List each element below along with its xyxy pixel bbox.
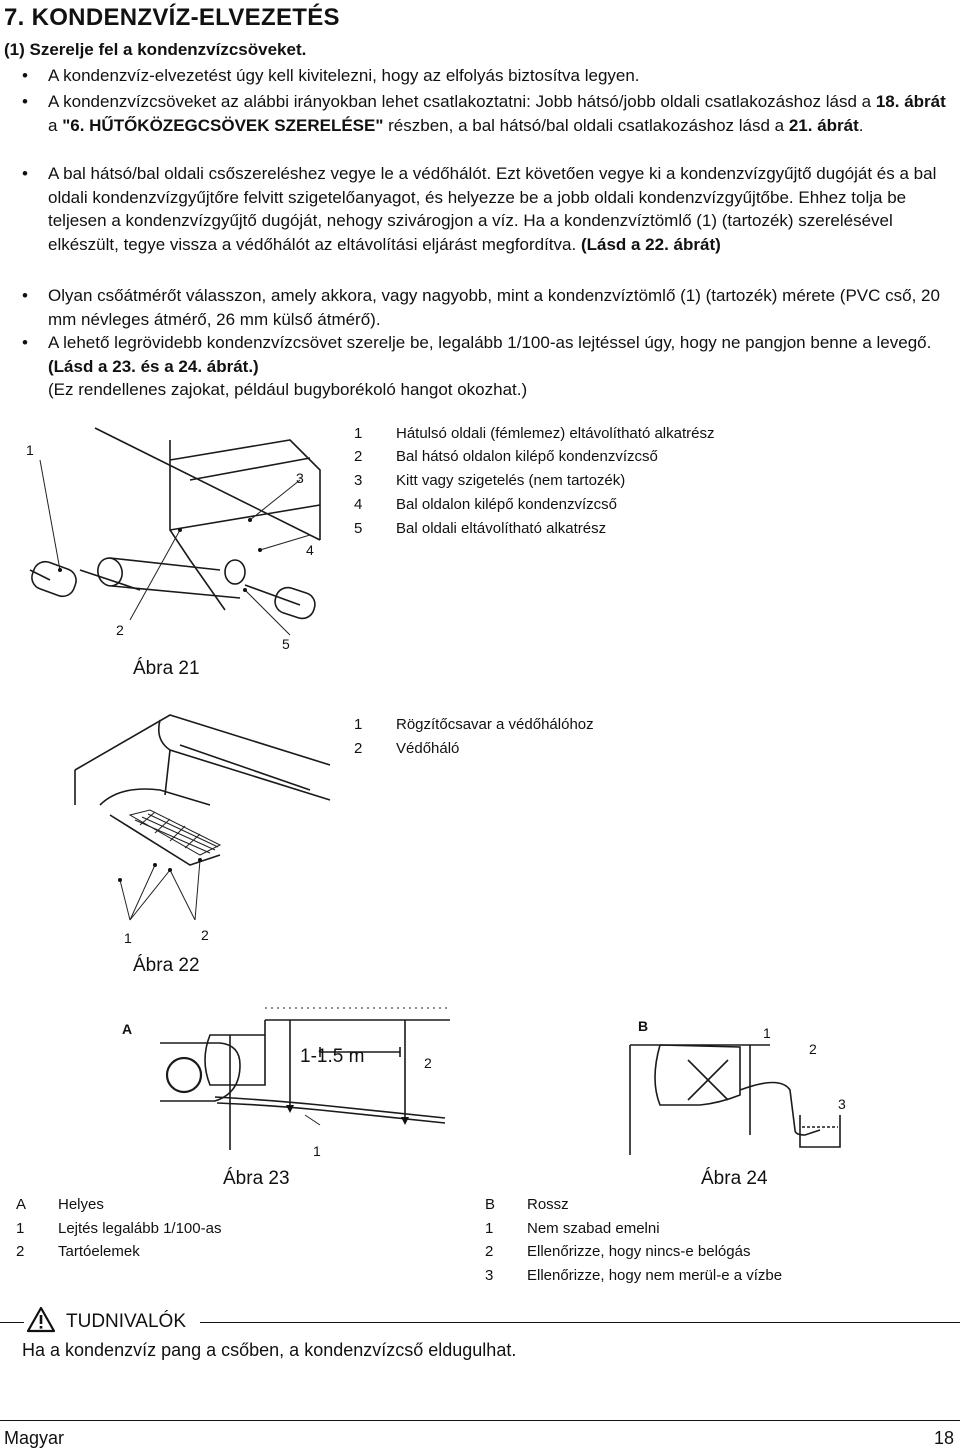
legend-number: 2 [16, 1243, 25, 1260]
callout-label: 2 [424, 1055, 432, 1071]
figure-caption: Ábra 24 [701, 1168, 768, 1189]
legend-number: 1 [354, 716, 363, 733]
figure-reference: 18. ábrát [875, 92, 946, 111]
callout-label: 3 [296, 470, 304, 486]
figure-22-illustration [60, 705, 350, 930]
bullet-text: A kondenzvíz-elvezetést úgy kell kivitelezni, hogy az elfolyás biztosítva legyen. [48, 66, 640, 85]
figure-23-legend [16, 1196, 416, 1271]
legend-number: 3 [485, 1267, 494, 1284]
figure-reference: (Lásd a 23. és a 24. ábrát.) [48, 356, 259, 376]
legend-text: Lejtés legalább 1/100-as [58, 1220, 222, 1237]
footer-rule [0, 1420, 960, 1421]
figure-reference: (Lásd a 22. ábrát) [580, 234, 721, 254]
legend-number: A [16, 1196, 27, 1213]
bullet-text [48, 90, 952, 137]
callout-label: 1 [26, 442, 34, 458]
section-reference: "6. HŰTŐKÖZEGCSÖVEK SZERELÉSE" [62, 115, 384, 135]
callout-label: 2 [809, 1041, 817, 1057]
legend-number: 3 [354, 472, 363, 489]
legend-text: Rossz [527, 1196, 569, 1213]
bullet-icon: • [22, 92, 28, 111]
legend-number: 2 [485, 1243, 494, 1260]
bullet-note: (Ez rendellenes zajokat, például bugyborékoló hangot okozhat.) [48, 380, 528, 399]
legend-number: 5 [354, 520, 363, 537]
figure-label-a: A [122, 1021, 133, 1037]
notice-title: TUDNIVALÓK [66, 1311, 187, 1332]
legend-text: Bal oldalon kilépő kondenzvízcső [396, 496, 617, 513]
figure-label-b: B [638, 1018, 649, 1034]
callout-label: 2 [116, 622, 124, 638]
bullet-icon: • [22, 66, 28, 85]
notice-text: Ha a kondenzvíz pang a csőben, a kondenzvízcső eldugulhat. [22, 1340, 517, 1360]
legend-text: Nem szabad emelni [527, 1220, 660, 1237]
callout-label: 3 [838, 1096, 846, 1112]
legend-text: Helyes [58, 1196, 104, 1213]
legend-text: Ellenőrizze, hogy nem merül-e a vízbe [527, 1267, 783, 1284]
bullet-text [48, 331, 952, 402]
legend-text: Védőháló [396, 740, 460, 757]
callout-label: 4 [306, 542, 314, 558]
legend-number: 1 [16, 1220, 25, 1237]
bullet-item [22, 331, 952, 402]
notice-rule-left [0, 1322, 24, 1323]
figure-caption: Ábra 21 [133, 658, 200, 679]
callout-label: 1 [313, 1143, 321, 1159]
legend-text: Rögzítőcsavar a védőhálóhoz [396, 716, 594, 733]
bullet-text-part: . [858, 115, 864, 135]
figure-24-legend [485, 1196, 925, 1296]
bullet-text: Olyan csőátmérőt válasszon, amely akkora, vagy nagyobb, mint a kondenzvíztömlő (1) (tartozék) mérete (PVC cső, 20 mm névleges átmérő, 26 mm külső átmérő). [48, 286, 940, 329]
bullet-item [22, 90, 952, 137]
bullet-item [22, 284, 952, 331]
legend-number: 2 [354, 740, 363, 757]
legend-text: Bal oldali eltávolítható alkatrész [396, 520, 607, 537]
notice-rule-right [200, 1322, 960, 1323]
bullet-icon: • [22, 286, 28, 305]
legend-number: 2 [354, 448, 363, 465]
legend-number: 1 [485, 1220, 494, 1237]
figure-23-illustration [120, 1005, 455, 1155]
legend-text: Tartóelemek [58, 1243, 140, 1260]
figure-caption: Ábra 23 [223, 1168, 290, 1189]
legend-text: Kitt vagy szigetelés (nem tartozék) [396, 472, 626, 489]
bullet-text-part: részben, a bal hátsó/bal oldali csatlakozáshoz lásd a [383, 115, 789, 135]
legend-text: Bal hátsó oldalon kilépő kondenzvízcső [396, 448, 658, 465]
figure-22-legend [354, 716, 754, 766]
figure-21-legend [354, 425, 914, 545]
figure-caption: Ábra 22 [133, 955, 200, 976]
page-number: 18 [934, 1428, 955, 1448]
figure-21-illustration [20, 420, 340, 650]
figure-reference: 21. ábrát [788, 115, 859, 135]
bullet-icon: • [22, 333, 28, 352]
callout-label: 1 [763, 1025, 771, 1041]
callout-label: 2 [201, 927, 209, 943]
bullet-icon: • [22, 164, 28, 183]
legend-text: Ellenőrizze, hogy nincs-e belógás [527, 1243, 751, 1260]
legend-number: 1 [354, 425, 363, 442]
bullet-item [22, 162, 952, 256]
bullet-text-part: A kondenzvízcsöveket az alábbi irányokban lehet csatlakoztatni: Jobb hátsó/jobb oldali csatlakozáshoz lásd a [48, 92, 876, 111]
bullet-text-part: a [48, 115, 63, 135]
legend-text: Hátulsó oldali (fémlemez) eltávolítható alkatrész [396, 425, 715, 442]
legend-number: 4 [354, 496, 363, 513]
bullet-item [22, 64, 952, 88]
callout-label: 5 [282, 636, 290, 652]
callout-label: 1 [124, 930, 132, 946]
bullet-text-part: A lehető legrövidebb kondenzvízcsövet szerelje be, legalább 1/100-as lejtéssel úgy, hogy ne pangjon benne a levegő. [48, 333, 932, 352]
section-subheading: (1) Szerelje fel a kondenzvízcsöveket. [4, 40, 307, 59]
dimension-label: 1-1.5 m [300, 1046, 365, 1067]
bullet-text-part: A bal hátsó/bal oldali csőszereléshez vegye le a védőhálót. Ezt követően vegye ki a kondenzvízgyűjtő dugóját és a bal oldali kondenzvízgyűjtőre felvitt szigetelőanyagot, és helyezze be a jobb oldali kondenzvízgyűjtőbe. Ehhez tolja be teljesen a kondenzvízgyűjtő dugóját, nehogy szivárogjon a víz. Ha a kondenzvíztömlő (1) (tartozék) szerelésével elkészült, tegye vissza a védőhálót az eltávolítási eljárást megfordítva. [48, 164, 937, 254]
legend-number: B [485, 1196, 496, 1213]
warning-icon [26, 1306, 56, 1333]
bullet-text [48, 162, 952, 256]
footer-language: Magyar [4, 1428, 65, 1448]
page-title: 7. KONDENZVÍZ-ELVEZETÉS [4, 4, 340, 31]
